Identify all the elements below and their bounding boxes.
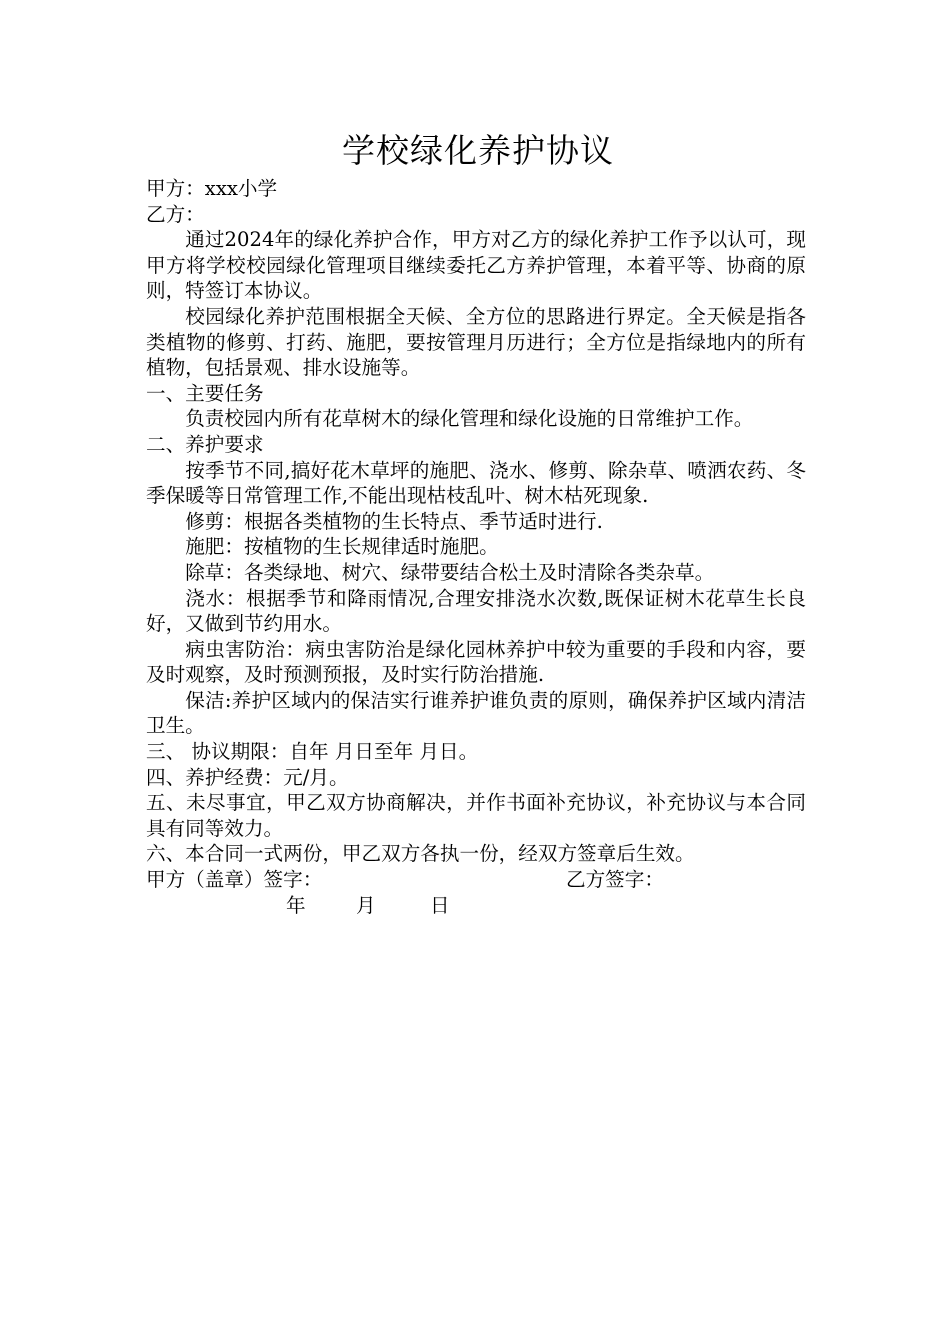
- date-month-label: 月: [356, 893, 376, 917]
- item-pruning: 修剪：根据各类植物的生长特点、季节适时进行.: [185, 509, 603, 533]
- intro-paragraph-2: 校园绿化养护范围根据全天候、全方位的思路进行界定。全天候是指各类植物的修剪、打药、施肥，要按管理月历进行；全方位是指绿地内的所有植物，包括景观、排水设施等。: [146, 304, 806, 380]
- party-a-signature-label: 甲方（盖章）签字：: [146, 868, 323, 892]
- item-fertilizing: 施肥：按植物的生长规律适时施肥。: [185, 535, 499, 559]
- section-4: 四、养护经费：元/月。: [146, 765, 349, 789]
- party-a-line: 甲方：xxx小学: [146, 177, 278, 200]
- section-2-body: 按季节不同,搞好花木草坪的施肥、浇水、修剪、除杂草、喷洒农药、冬季保暖等日常管理工作,不能出现枯枝乱叶、树木枯死现象.: [146, 458, 806, 508]
- party-b-signature-label: 乙方签字：: [566, 868, 664, 892]
- date-year-label: 年: [286, 893, 306, 917]
- section-6: 六、本合同一式两份，甲乙双方各执一份，经双方签章后生效。: [146, 842, 695, 866]
- document-title: 学校绿化养护协议: [342, 131, 614, 170]
- item-pest-control: 病虫害防治：病虫害防治是绿化园林养护中较为重要的手段和内容，要及时观察，及时预测预报，及时实行防治措施.: [146, 637, 806, 687]
- section-5: 五、未尽事宜，甲乙双方协商解决，并作书面补充协议，补充协议与本合同具有同等效力。: [146, 791, 806, 840]
- section-3: 三、 协议期限：自年 月日至年 月日。: [146, 740, 479, 764]
- section-1-heading: 一、主要任务: [146, 381, 264, 405]
- section-1-body: 负责校园内所有花草树木的绿化管理和绿化设施的日常维护工作。: [185, 407, 754, 431]
- signature-row: [146, 867, 806, 893]
- item-cleaning: 保洁:养护区域内的保洁实行谁养护谁负责的原则，确保养护区域内清洁卫生。: [146, 688, 806, 738]
- item-weeding: 除草：各类绿地、树穴、绿带要结合松土及时清除各类杂草。: [185, 560, 715, 584]
- section-2-heading: 二、养护要求: [146, 432, 264, 456]
- date-row: [146, 893, 806, 919]
- item-watering: 浇水：根据季节和降雨情况,合理安排浇水次数,既保证树木花草生长良好，又做到节约用水。: [146, 586, 806, 636]
- document-page: [146, 126, 806, 918]
- party-b-line: 乙方：: [146, 202, 205, 226]
- date-day-label: 日: [430, 893, 450, 917]
- intro-paragraph-1: 通过2024年的绿化养护合作，甲方对乙方的绿化养护工作予以认可，现甲方将学校校园绿化管理项目继续委托乙方养护管理，本着平等、协商的原则，特签订本协议。: [146, 228, 806, 303]
